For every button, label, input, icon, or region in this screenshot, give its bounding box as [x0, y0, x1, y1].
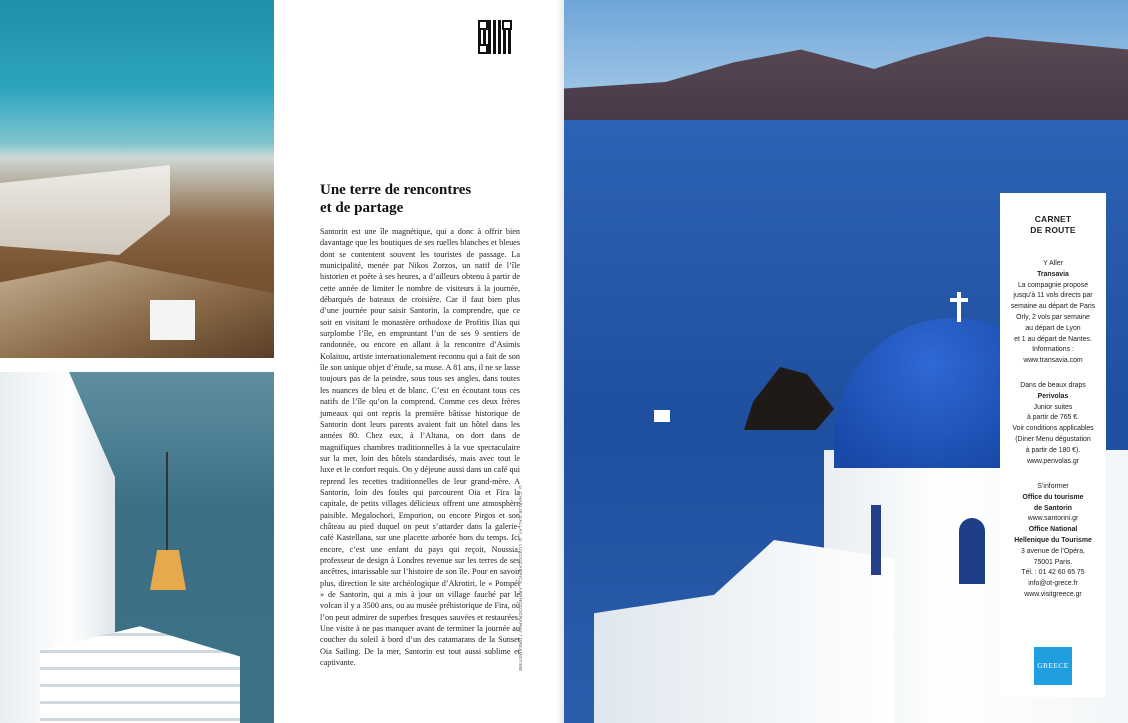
qr-finder [502, 20, 512, 30]
sidebar-line: à partir de 765 €. [1026, 414, 1080, 422]
sidebar-section-getting-there [1003, 259, 1103, 367]
sidebar-line: (Diner Menu dégustation [1015, 435, 1091, 443]
article-title [320, 181, 520, 217]
article-body: Santorin est une île magnétique, qui a donc à offrir bien davantage que les boutiques de ses ruelles blanches et bleues dont se contentent souvent les touristes de passage. La municipalité, menée par Nikos Zorzos, un natif de l’île historien et poète à ses heures, a d’ailleurs obtenu à partir de cette année de limiter le nombre de visiteurs à la journée, débarqués de bateaux de croisière. Car il faut bien plus d’une journée pour saisir Santorin, la comprendre, que ce soit en visitant le monastère orthodoxe de Profitis Ilias qui surplombe l’île, en empruntant l’un de ses 9 sentiers de randonnée, ou encore en allant à la rencontre d’Asimis Kolaitou, artiste internationalement reconnu qui a fait de son île son unique objet d’étude, sa muse. A 81 ans, il ne se lasse toujours pas de la peindre, sous tous ses angles, dans toutes les nuances de bleu et de blanc. C’est en écoutant tous ces natifs de l’île qu’on la comprend. Comme ces deux frères jumeaux qui ont repris la première bâtisse historique de Santorin dont leurs parents avaient fait un hôtel dans les années 80. Chez eux, à l’Altana, on dort dans de magnifiques chambres traditionnelles à la vue spectaculaire sur la mer, loin des hôtels standardisés, mais avec tout le luxe et le confort requis. On y déjeune aussi dans un café qui reprend les recettes traditionnelles de leur grand-mère. A Santorin, loin des foules qui parcourent Oia et Fira la capitale, de petits villages délicieux offrent une atmosphère paisible. Megalochori, Emporion, ou encore Pirgos et son château au pied duquel on peut s’attarder dans la galerie-café Kastellana, sur une placette arborée hors du temps. Ici encore, c’est une enfant du pays qui reçoit, Noussia, professeur de design à Londres revenue sur les terres de ses ancêtres, intarissable sur l’histoire de son île. Pour en savoir plus, direction le site archéologique d’Akrotiri, le « Pompéi » de Santorin, qui a mis à jour un village fauché par le volcan il y a 3500 ans, ou au musée préhistorique de Fira, où l’on peut admirer de superbes fresques sauvées et restaurées. Une visite à ne pas manquer avant de terminer la journée au coucher du soleil à bord d’un des catamarans de la Sunset Oia Sailing. De la mer, Santorin est tout aussi sublime et captivante. [320, 227, 520, 668]
sidebar-section-heading: Dans de beaux draps [1020, 382, 1086, 389]
article-title-line: Une terre de rencontres [320, 182, 472, 198]
page-gutter [556, 0, 564, 723]
qr-finder [478, 44, 488, 54]
photo-cross-shape [950, 298, 968, 302]
sidebar-line: Junior suites [1033, 403, 1073, 411]
article-title-line: et de partage [320, 200, 404, 216]
sidebar-link[interactable]: www.transavia.com [1023, 357, 1083, 365]
photo-lamp-shape [150, 550, 186, 590]
sidebar-section-name: Office National [1028, 526, 1078, 534]
sidebar-line: au départ de Lyon [1025, 324, 1081, 332]
sidebar-line: Informations : [1032, 346, 1074, 354]
sidebar-line: Orly, 2 vols par semaine [1016, 313, 1090, 321]
travel-sidebar [1000, 193, 1106, 697]
sidebar-link[interactable]: www.santorini.gr [1027, 515, 1079, 523]
photo-wire-shape [166, 452, 168, 552]
qr-finder [478, 20, 488, 30]
sidebar-line: jusqu’à 11 vols directs par [1013, 292, 1093, 300]
photo-boat-shape [654, 410, 670, 422]
qr-code[interactable] [478, 20, 512, 54]
sidebar-link[interactable]: info@ot-grece.fr [1028, 580, 1078, 588]
photo-cliff-shape [0, 250, 274, 358]
terrace-stairs-photo [0, 372, 274, 723]
sidebar-section-information [1003, 482, 1103, 601]
sidebar-line: La compagnie propose [1017, 281, 1089, 289]
sidebar-line: et 1 au départ de Nantes. [1014, 335, 1092, 343]
sidebar-section-heading: S’informer [1037, 483, 1069, 490]
photo-cross-shape [957, 292, 961, 322]
sidebar-title-line: DE ROUTE [1030, 224, 1076, 235]
photo-window-shape [871, 505, 881, 575]
sidebar-link[interactable]: www.perivolas.gr [1026, 457, 1080, 465]
sidebar-section-name: Perivolas [1037, 392, 1069, 400]
sidebar-line: Voir conditions applicables [1012, 425, 1094, 433]
sidebar-title [1000, 214, 1106, 235]
sidebar-section-name: Office du tourisme [1022, 493, 1084, 501]
sidebar-section-accommodation [1003, 381, 1103, 467]
sidebar-line: semaine au départ de Paris [1010, 303, 1096, 311]
sidebar-line: 3 avenue de l’Opéra, [1021, 547, 1085, 555]
sidebar-line: à partir de 180 €). [1025, 446, 1081, 454]
sidebar-title-line: CARNET [1034, 214, 1072, 224]
greece-logo: GREECE [1034, 647, 1072, 685]
sidebar-section-name: Transavia [1037, 270, 1069, 278]
photo-house-shape [150, 300, 195, 340]
photo-credit: © CHARLIE GALLAY, © LUXOOCARPICA, ARPHOTOGRAPHY / DREAMSTIME [518, 485, 523, 672]
santorini-village-photo [0, 0, 274, 358]
sidebar-line: 75001 Paris. [1033, 558, 1073, 566]
sidebar-link[interactable]: www.visitgreece.gr [1024, 590, 1082, 598]
sidebar-line: Tél. : 01 42 60 65 75 [1021, 569, 1085, 577]
sidebar-section-name: de Santorin [1034, 504, 1072, 512]
sidebar-section-name: Hellenique du Tourisme [1014, 536, 1092, 544]
sidebar-section-heading: Y Aller [1043, 260, 1063, 267]
photo-town-shape [0, 165, 170, 255]
photo-window-shape [959, 518, 985, 584]
